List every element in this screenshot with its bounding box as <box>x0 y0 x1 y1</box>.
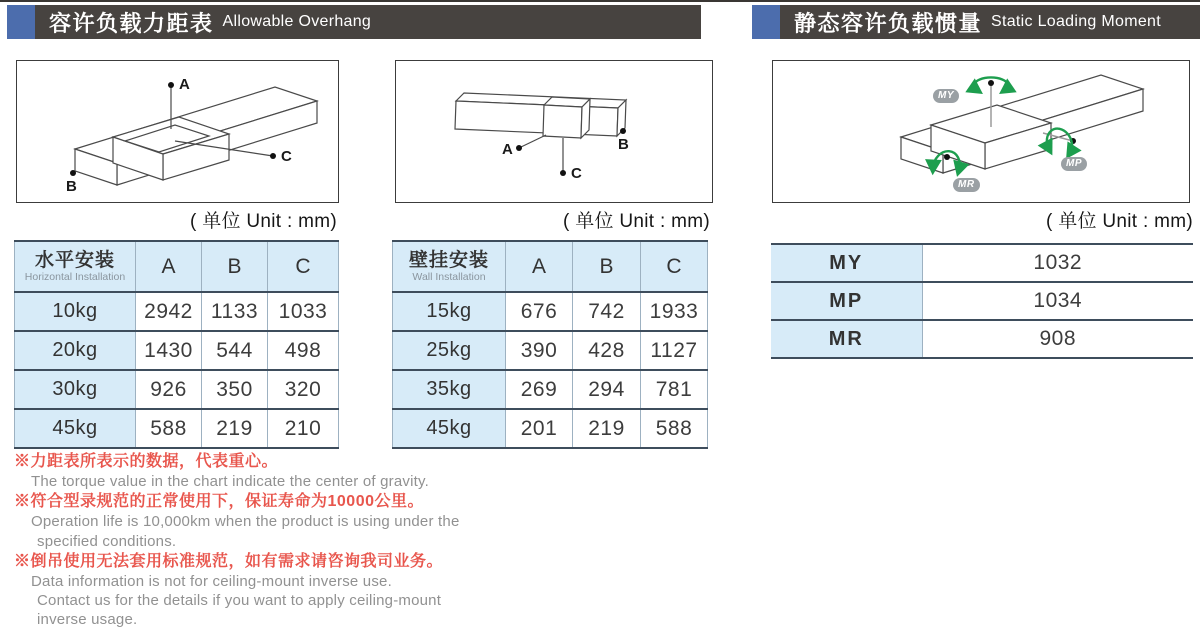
moment-badge-my: MY <box>933 89 959 103</box>
value-cell: 320 <box>268 370 339 409</box>
value-cell: 428 <box>573 331 641 370</box>
table-row <box>15 409 339 448</box>
footnotes <box>14 451 534 629</box>
section-title-en: Allowable Overhang <box>222 13 372 30</box>
note-en: inverse usage. <box>37 611 138 629</box>
table-title-en: Wall Installation <box>412 271 486 283</box>
table-row <box>393 409 708 448</box>
load-cell: 45kg <box>393 409 506 448</box>
table-title-zh: 水平安装 <box>34 250 115 271</box>
loading-moment-diagram <box>772 60 1190 203</box>
value-cell: 390 <box>506 331 573 370</box>
value-cell: 294 <box>573 370 641 409</box>
value-cell: 781 <box>641 370 708 409</box>
value-cell: 219 <box>202 409 268 448</box>
table-row <box>393 292 708 331</box>
column-header-c: C <box>268 241 339 292</box>
note-en: Contact us for the details if you want to apply ceiling-mount <box>37 592 442 610</box>
rotation-axes-icon <box>773 61 1189 202</box>
table-header-row <box>393 241 708 292</box>
value-cell: 742 <box>573 292 641 331</box>
load-cell: 35kg <box>393 370 506 409</box>
moment-label-cell: MR <box>771 320 922 358</box>
table-row <box>771 320 1193 358</box>
unit-label: ( 单位 Unit : mm) <box>190 211 337 232</box>
moment-badge-mp: MP <box>1061 157 1087 171</box>
column-header-b: B <box>573 241 641 292</box>
value-cell: 544 <box>202 331 268 370</box>
table-row <box>771 282 1193 320</box>
unit-label: ( 单位 Unit : mm) <box>563 211 710 232</box>
note-zh: ※力距表所表示的数据，代表重心。 <box>14 453 279 470</box>
section-title-zh: 容许负载力距表 <box>49 10 214 36</box>
load-cell: 25kg <box>393 331 506 370</box>
note-en: Operation life is 10,000km when the product is using under the <box>31 513 460 531</box>
value-cell: 1133 <box>202 292 268 331</box>
horizontal-installation-diagram <box>16 60 339 203</box>
loading-moment-table <box>771 243 1193 359</box>
table-header-row <box>15 241 339 292</box>
wall-installation-diagram <box>395 60 713 203</box>
note-zh: ※符合型录规范的正常使用下，保证寿命为10000公里。 <box>14 493 424 511</box>
horizontal-installation-table <box>14 240 339 449</box>
load-cell: 45kg <box>15 409 136 448</box>
moment-label-cell: MP <box>771 282 922 320</box>
top-rule <box>0 0 1200 2</box>
value-cell: 676 <box>506 292 573 331</box>
moment-value-cell: 908 <box>922 320 1193 358</box>
column-header-c: C <box>641 241 708 292</box>
load-cell: 10kg <box>15 292 136 331</box>
moment-label-cell: MY <box>771 244 922 282</box>
point-label-b: B <box>618 136 629 153</box>
value-cell: 350 <box>202 370 268 409</box>
point-label-a: A <box>502 141 513 158</box>
value-cell: 201 <box>506 409 573 448</box>
point-label-b: B <box>66 178 77 195</box>
value-cell: 588 <box>641 409 708 448</box>
section-header-overhang <box>7 5 701 39</box>
table-title-zh: 壁挂安装 <box>408 250 489 271</box>
header-accent-square <box>752 5 780 39</box>
table-title-cell <box>15 241 136 292</box>
header-accent-square <box>7 5 35 39</box>
table-row <box>393 370 708 409</box>
point-label-c: C <box>281 148 292 165</box>
value-cell: 1033 <box>268 292 339 331</box>
table-row <box>15 292 339 331</box>
load-cell: 30kg <box>15 370 136 409</box>
value-cell: 1430 <box>136 331 202 370</box>
note-en: The torque value in the chart indicate the center of gravity. <box>31 473 429 490</box>
value-cell: 210 <box>268 409 339 448</box>
note-zh: ※倒吊使用无法套用标准规范，如有需求请咨询我司业务。 <box>14 552 444 570</box>
table-row <box>771 244 1193 282</box>
value-cell: 588 <box>136 409 202 448</box>
point-label-c: C <box>571 165 582 182</box>
value-cell: 1933 <box>641 292 708 331</box>
note-en: Data information is not for ceiling-mount inverse use. <box>31 572 392 590</box>
column-header-b: B <box>202 241 268 292</box>
column-header-a: A <box>136 241 202 292</box>
table-row <box>15 331 339 370</box>
load-cell: 15kg <box>393 292 506 331</box>
table-title-cell <box>393 241 506 292</box>
wall-installation-table <box>392 240 708 449</box>
value-cell: 219 <box>573 409 641 448</box>
column-header-a: A <box>506 241 573 292</box>
moment-badge-mr: MR <box>953 178 980 192</box>
unit-label: ( 单位 Unit : mm) <box>1046 211 1193 232</box>
table-row <box>15 370 339 409</box>
point-label-a: A <box>179 76 190 93</box>
section-title-en: Static Loading Moment <box>991 13 1161 30</box>
value-cell: 269 <box>506 370 573 409</box>
side-rail-icon <box>396 61 712 202</box>
moment-value-cell: 1034 <box>922 282 1193 320</box>
load-cell: 20kg <box>15 331 136 370</box>
moment-value-cell: 1032 <box>922 244 1193 282</box>
table-title-en: Horizontal Installation <box>24 271 126 283</box>
section-title-zh: 静态容许负载惯量 <box>794 10 983 36</box>
value-cell: 2942 <box>136 292 202 331</box>
value-cell: 498 <box>268 331 339 370</box>
value-cell: 926 <box>136 370 202 409</box>
section-header-moment <box>752 5 1200 39</box>
note-en: specified conditions. <box>37 532 177 550</box>
table-row <box>393 331 708 370</box>
value-cell: 1127 <box>641 331 708 370</box>
